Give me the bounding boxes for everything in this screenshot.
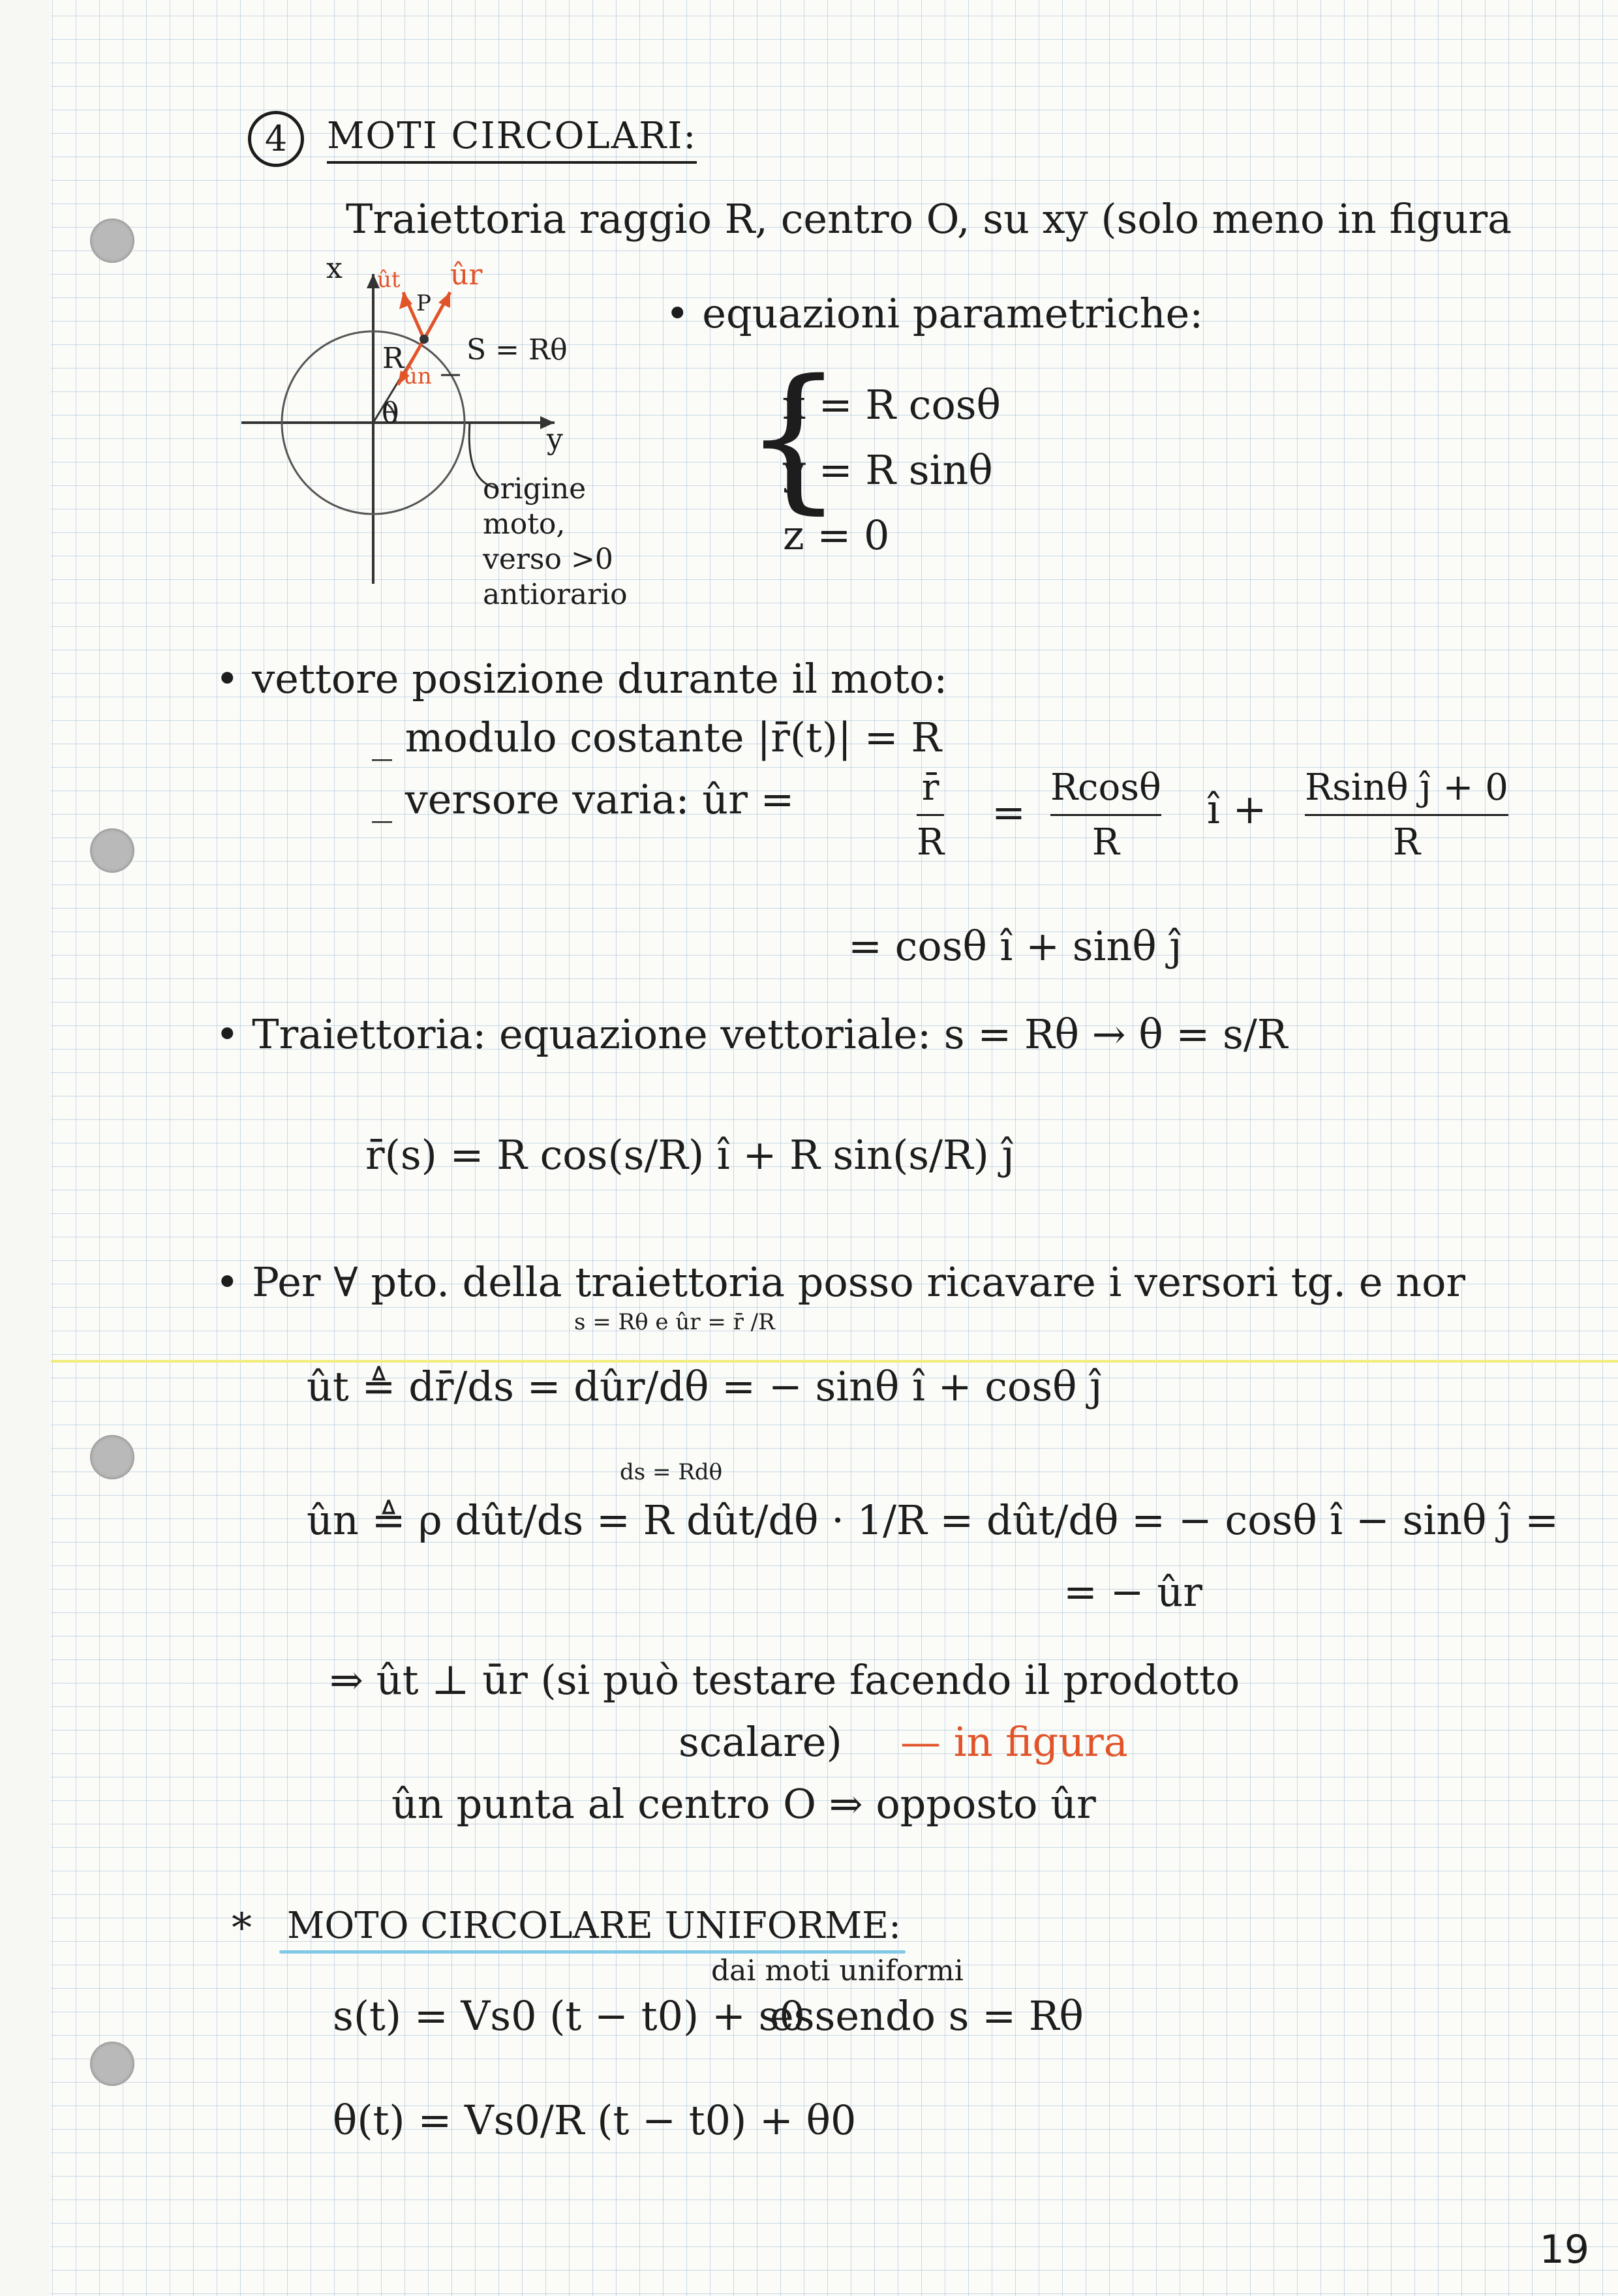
equation-z: z = 0	[783, 511, 890, 559]
equation-x: x = R cosθ	[783, 381, 1001, 429]
plus-term: î +	[1207, 785, 1267, 833]
ut-label: ût	[377, 267, 401, 293]
s-relation: essendo s = Rθ	[770, 1992, 1084, 2040]
trajectory-vector: r̄(s) = R cos(s/R) î + R sin(s/R) ĵ	[365, 1131, 1015, 1179]
fraction-Rsin: Rsinθ ĵ + 0 R	[1305, 766, 1508, 864]
origin-note-4: antiorario	[483, 578, 628, 611]
origin-note-3: verso >0	[483, 543, 613, 576]
versors-note: s = Rθ e ûr = r̄ /R	[574, 1309, 775, 1335]
brace: {	[744, 346, 844, 528]
intro-line: Traiettoria raggio R, centro O, su xy (solo meno in figura	[346, 195, 1512, 243]
s-eq-note: ds = Rdθ	[620, 1459, 723, 1485]
ur-label: ûr	[450, 258, 483, 292]
uniform-note: dai moti uniformi	[711, 1954, 964, 1987]
un-result: = − ûr	[1063, 1568, 1202, 1616]
fraction-r-over-R: r̄ R	[917, 766, 945, 864]
origin-note-1: origine	[483, 472, 587, 506]
blue-underline	[279, 1950, 906, 1954]
un-definition: ûn ≜ ρ dût/ds = R dût/dθ · 1/R = dût/dθ = − cosθ î − sinθ ĵ =	[307, 1496, 1559, 1544]
origin-note-2: moto,	[483, 507, 566, 541]
page-number: 19	[1539, 2227, 1589, 2273]
parametric-heading: • equazioni parametriche:	[665, 290, 1204, 337]
arc-length-label: S = Rθ	[466, 333, 568, 367]
trajectory-heading: • Traiettoria: equazione vettoriale: s = Rθ → θ = s/R	[215, 1010, 1288, 1058]
section-heading: MOTI CIRCOLARI:	[327, 115, 697, 164]
asterisk: *	[232, 1904, 252, 1952]
s-of-t: s(t) = Vs0 (t − t0) + s0	[333, 1992, 805, 2040]
uniform-heading: MOTO CIRCOLARE UNIFORME:	[287, 1905, 902, 1947]
center-note: ûn punta al centro O ⇒ opposto ûr	[391, 1780, 1096, 1828]
in-figure-note: — in figura	[900, 1718, 1128, 1766]
theta-label: θ	[382, 397, 399, 430]
position-heading: • vettore posizione durante il moto:	[215, 655, 948, 702]
position-modulus: _ modulo costante |r̄(t)| = R	[372, 714, 942, 761]
point-label: P	[416, 290, 431, 316]
y-axis-label: y	[547, 423, 563, 456]
position-versor-label: _ versore varia: ûr =	[372, 776, 795, 823]
equals-sign: =	[992, 789, 1026, 836]
fraction-Rcos: Rcosθ R	[1050, 766, 1161, 864]
section-number: 4	[248, 111, 304, 167]
ut-definition: ût ≜ dr̄/ds = dûr/dθ = − sinθ î + cosθ ĵ	[307, 1363, 1103, 1410]
equation-y: y = R sinθ	[783, 446, 993, 494]
perpendicular-line: ⇒ ût ⊥ ūr (si può testare facendo il prodotto	[329, 1656, 1240, 1704]
versors-heading: • Per ∀ pto. della traiettoria posso ricavare i versori tg. e nor	[215, 1258, 1466, 1306]
radius-label: R	[382, 342, 404, 375]
versor-result: = cosθ î + sinθ ĵ	[848, 922, 1182, 970]
x-axis-label: x	[326, 252, 343, 285]
scalar-note: scalare)	[679, 1718, 842, 1766]
theta-of-t: θ(t) = Vs0/R (t − t0) + θ0	[333, 2096, 857, 2144]
un-label: ûn	[403, 363, 432, 389]
